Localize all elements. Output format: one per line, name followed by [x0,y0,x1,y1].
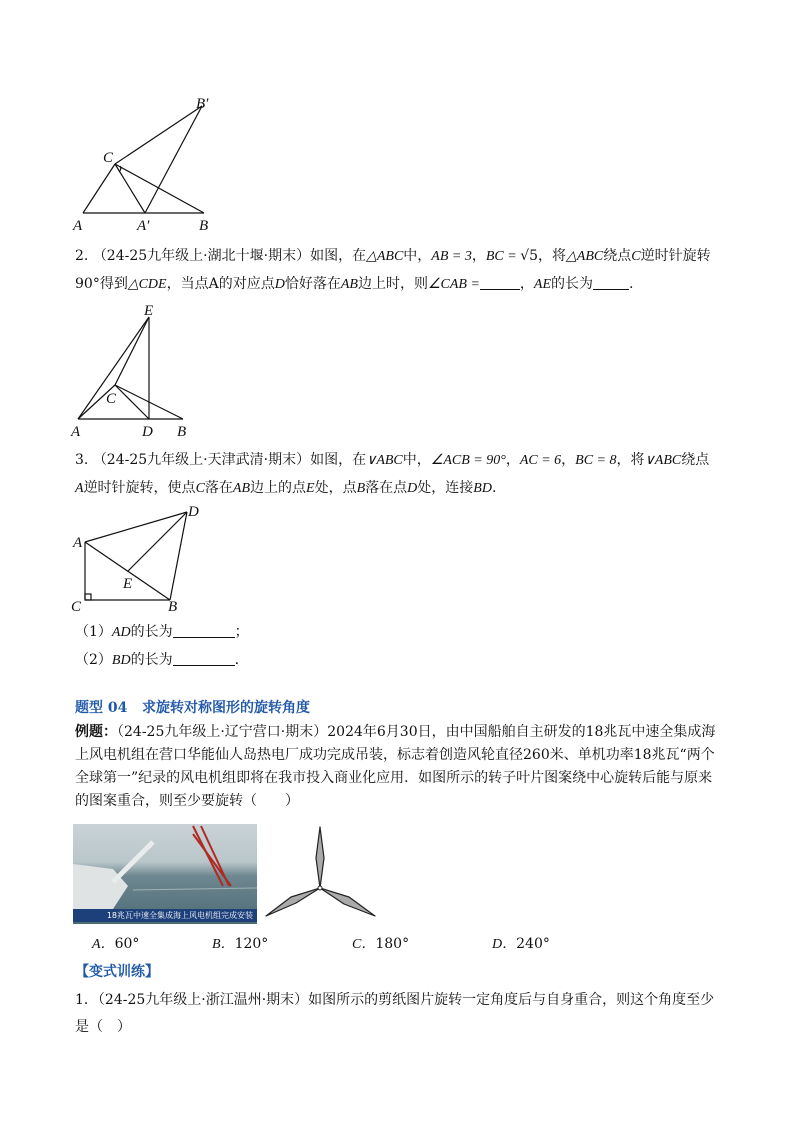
example-block [75,722,735,811]
answer-blank-ad[interactable] [173,623,235,638]
label-B: B [177,424,187,440]
answer-blank-bd[interactable] [173,651,235,666]
label-E: E [144,303,154,319]
seg-AC [83,164,115,213]
example-line-2: 上风电机组在营口华能仙人岛热电厂成功完成吊装，标志着创造风轮直径260米、单机功率18兆瓦“两个 [75,747,715,763]
option-c[interactable]: C．180° [352,936,410,952]
label-C: C [71,599,82,615]
v1-line-2: 是（ ） [75,1019,131,1035]
label-B: B [199,218,209,234]
blade-right [320,888,375,916]
blade-left [266,888,320,916]
seg-CBp [115,106,202,164]
label-A: A [71,424,81,440]
label-Bprime: B′ [196,96,209,112]
blade-shape [113,842,153,882]
figure-1-rotation [65,92,225,237]
label-A: A [73,218,83,234]
wind-turbine-photo [73,824,257,924]
answer-blank-ae[interactable] [593,275,629,290]
photo-caption-bar: 18兆瓦中速全集成海上风电机组完成安装 [73,909,257,922]
seg-BpAp [145,106,202,213]
seg-CD [115,385,149,419]
example-line-4: 的图案重合，则至少要旋转（ ） [75,793,299,809]
q2-line-2: 90°得到△CDE，当点A的对应点D恰好落在AB边上时，则∠CAB = ，AE的长为 . [75,276,634,292]
variant-training-heading: 【变式训练】 [75,964,159,980]
label-C: C [103,150,114,166]
example-line-3: 全球第一”纪录的风电机组即将在我市投入商业化应用．如图所示的转子叶片图案绕中心旋转后能与原来 [75,770,713,786]
v1-line-1: 1．（24-25九年级上·浙江温州·期末）如图所示的剪纸图片旋转一定角度后与自身重合，则这个角度至少 [75,992,715,1008]
q3-sub-1: （1）AD的长为 ； [75,624,249,640]
q2-line-1: 2. （24-25九年级上·湖北十堰·期末）如图，在△ABC中，AB = 3，BC = √5，将△ABC绕点C逆时针旋转 [75,248,711,264]
seg-CE [115,317,149,385]
crane-shape [193,826,231,886]
label-E: E [123,576,133,592]
seg-CB [115,164,204,213]
q3-sub-2: （2）BD的长为 . [75,652,240,668]
q3-line-1: 3. （24-25九年级上·天津武清·期末）如图，在∨ABC中，∠ACB = 90°，AC = 6，BC = 8，将∨ABC绕点 [75,452,710,468]
option-a[interactable]: A．60° [92,936,140,952]
type04-heading: 题型 04 求旋转对称图形的旋转角度 [75,700,310,716]
example-line-1: 例题：（24-25九年级上·辽宁营口·期末）2024年6月30日，由中国船舶自主研发的18兆瓦中速全集成海 [75,724,716,740]
right-angle-mark [85,594,91,600]
v1-block [75,990,735,1037]
label-D: D [188,504,199,520]
rotor-center [318,886,322,890]
q3-line-2: A逆时针旋转，使点C落在AB边上的点E处，点B落在点D处，连接BD. [75,480,497,496]
option-b[interactable]: B．120° [212,936,269,952]
horizon-line [133,888,257,890]
label-A: A [73,535,83,551]
label-Aprime: A′ [137,218,150,234]
option-d[interactable]: D．240° [492,936,550,952]
label-C: C [106,391,117,407]
figure-3-rotation [65,500,215,615]
seg-DB [170,512,187,600]
rotor-blade-figure [262,824,382,926]
figure-2-rotation [65,297,205,442]
answer-blank-angle[interactable] [480,275,520,290]
label-B: B [168,599,178,615]
blade-top [316,827,324,888]
label-D: D [142,424,153,440]
